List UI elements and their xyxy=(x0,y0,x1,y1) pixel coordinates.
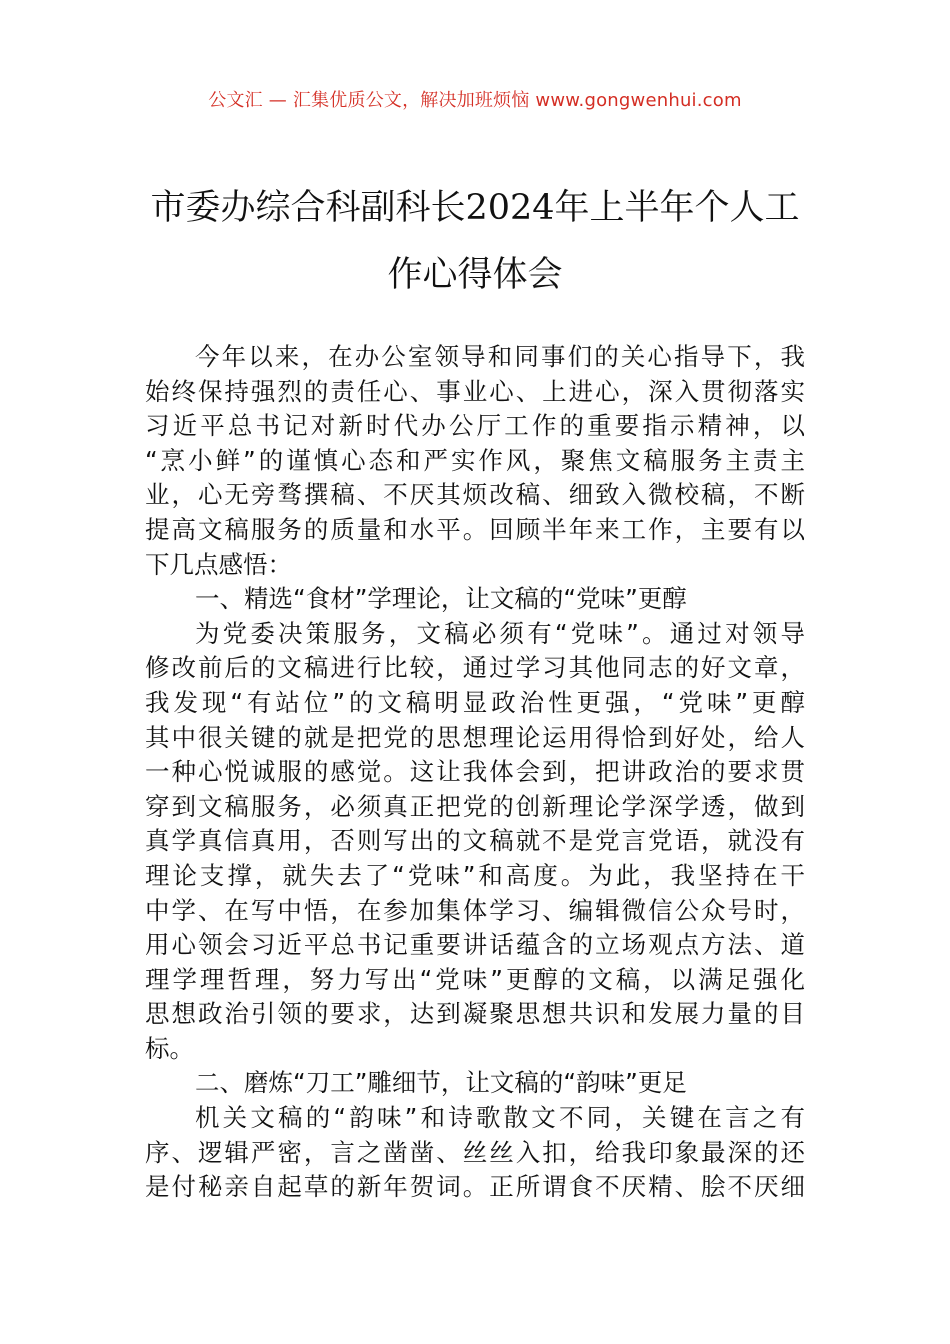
text-line: 用心领会习近平总书记重要讲话蕴含的立场观点方法、道 xyxy=(145,930,805,960)
document-title-line-1: 市委办综合科副科长2024年上半年个人工 xyxy=(150,188,800,228)
text-line: 理论支撑，就失去了“党味”和高度。为此，我坚持在干 xyxy=(145,860,805,890)
text-line: 修改前后的文稿进行比较，通过学习其他同志的好文章， xyxy=(145,653,805,683)
text-line: 业，心无旁骛撰稿、不厌其烦改稿、细致入微校稿，不断 xyxy=(145,480,805,510)
text-line: 序、逻辑严密，言之凿凿、丝丝入扣，给我印象最深的还 xyxy=(145,1137,805,1167)
text-line: 习近平总书记对新时代办公厅工作的重要指示精神，以 xyxy=(145,411,805,441)
text-line: 二、磨炼“刀工”雕细节，让文稿的“韵味”更足 xyxy=(195,1068,687,1098)
text-line: 其中很关键的就是把党的思想理论运用得恰到好处，给人 xyxy=(145,722,805,752)
text-line: 为党委决策服务，文稿必须有“党味”。通过对领导 xyxy=(195,618,805,648)
text-line: 始终保持强烈的责任心、事业心、上进心，深入贯彻落实 xyxy=(145,376,805,406)
text-line: 机关文稿的“韵味”和诗歌散文不同，关键在言之有 xyxy=(195,1103,805,1133)
document-title-line-2: 作心得体会 xyxy=(387,255,563,295)
text-line: 理学理哲理，努力写出“党味”更醇的文稿，以满足强化 xyxy=(145,964,805,994)
text-line: 穿到文稿服务，必须真正把党的创新理论学深学透，做到 xyxy=(145,791,805,821)
text-line: 提高文稿服务的质量和水平。回顾半年来工作，主要有以 xyxy=(145,514,805,544)
text-line: “烹小鲜”的谨慎心态和严实作风，聚焦文稿服务主责主 xyxy=(145,445,805,475)
text-line: 思想政治引领的要求，达到凝聚思想共识和发展力量的目 xyxy=(145,999,805,1029)
watermark-header: 公文汇 — 汇集优质公文，解决加班烦恼 www.gongwenhui.com xyxy=(208,90,742,111)
text-line: 标。 xyxy=(145,1033,194,1063)
text-line: 今年以来，在办公室领导和同事们的关心指导下，我 xyxy=(195,342,805,371)
text-line: 我发现“有站位”的文稿明显政治性更强，“党味”更醇 xyxy=(145,687,805,717)
document-body xyxy=(145,340,805,1205)
text-line: 真学真信真用，否则写出的文稿就不是党言党语，就没有 xyxy=(145,826,805,856)
text-line: 下几点感悟： xyxy=(145,549,292,579)
text-line: 中学、在写中悟，在参加集体学习、编辑微信公众号时， xyxy=(145,895,805,925)
text-line: 一种心悦诚服的感觉。这让我体会到，把讲政治的要求贯 xyxy=(145,757,805,787)
text-line: 是付秘亲自起草的新年贺词。正所谓食不厌精、脍不厌细 xyxy=(145,1172,805,1202)
text-line: 一、精选“食材”学理论，让文稿的“党味”更醇 xyxy=(195,584,687,614)
